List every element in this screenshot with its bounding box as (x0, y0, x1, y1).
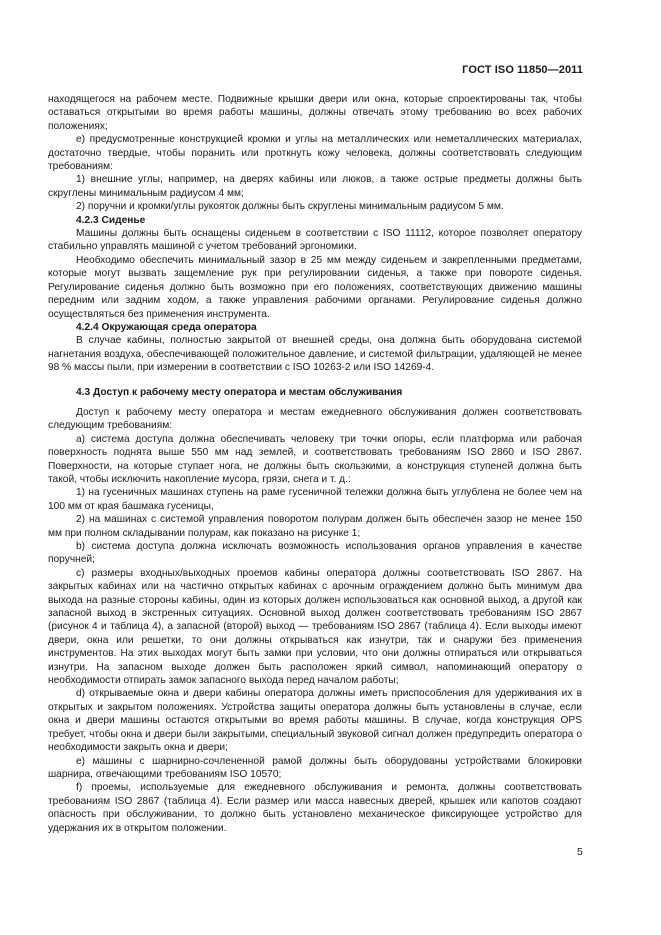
document-header: ГОСТ ISO 11850—2011 (462, 64, 583, 76)
section-heading: 4.2.3 Сиденье (76, 214, 146, 226)
paragraph: е) предусмотренные конструкцией кромки и углы на металлических или неметаллических материалах, достаточно твердые, чтобы поранить или проткнуть кожу человека, должны соответствовать следующим требованиям: (48, 134, 582, 173)
paragraph: 1) на гусеничных машинах ступень на раме гусеничной тележки должна быть углублена не более чем на 100 мм от края башмака гусеницы, (48, 487, 582, 512)
paragraph: 2) на машинах с системой управления поворотом полурам должен быть обеспечен зазор не менее 150 мм при полном складывании полурам, как показано на рисунке 1; (48, 514, 582, 539)
paragraph: В случае кабины, полностью закрытой от внешней среды, она должна быть оборудована системой нагнетания воздуха, обеспечивающей положительное давление, и системой фильтрации, удаляющей не менее 98 % массы пыли, при измерении в соответствии с ISO 10263-2 или ISO 14269-4. (48, 335, 582, 374)
paragraph: b) система доступа должна исключать возможность использования органов управления в качестве поручней; (48, 541, 582, 566)
section-heading: 4.2.4 Окружающая среда оператора (76, 321, 257, 333)
paragraph: 2) поручни и кромки/углы рукояток должны быть скруглены минимальным радиусом 5 мм. (76, 201, 504, 213)
paragraph: Доступ к рабочему месту оператора и местам ежедневного обслуживания должен соответствовать следующим требованиям: (48, 406, 582, 432)
paragraph: е) машины с шарнирно-сочлененной рамой должны быть оборудованы устройствами блокировки шарнира, отвечающими требованиям ISO 10570; (48, 755, 582, 780)
paragraph: d) открываемые окна и двери кабины оператора должны иметь приспособления для удерживания их в открытых и закрытом положениях. Устройства защиты оператора должны быть установлены в случае, если окна и двери машины остаются открытыми во время работы машины. В случае, когда конструкция OPS требует, чтобы окна и двери были закрытыми, специальный звуковой сигнал должен предупредить оператора о необходимости закрыть окна и двери; (48, 688, 582, 754)
paragraph: находящегося на рабочем месте. Подвижные крышки двери или окна, которые спроектированы так, чтобы оставаться открытыми во время работы машины, должны отвечать этому требованию во всех рабочих положениях; (48, 94, 582, 132)
page-number: 5 (577, 846, 583, 858)
paragraph: f) проемы, используемые для ежедневного обслуживания и ремонта, должны соответствовать требованиям ISO 2867 (таблица 4). Если размер или масса навесных дверей, крышек или капотов создают опасность при обслуживании, то должно быть установлено механическое фиксирующее устройство для удержания их в открытом положении. (48, 782, 582, 834)
paragraph: c) размеры входных/выходных проемов кабины оператора должны соответствовать ISO 2867. На закрытых кабинах или на частично открытых кабинах с арочным ограждением должно быть минимум два выхода на разные стороны кабины, один из которых должен использоваться как основной выход, а другой как запасной выход в экстренных ситуациях. Основной выход должен соответствовать требованиям ISO 2867 (рисунок 4 и таблица 4), а запасной (второй) выход — требованиям ISO 2867 (таблица 4). Если выходы имеют двери, окна или решетки, то они должны открываться как изнутри, так и снаружи без применения инструментов. На этих выходах могут быть замки при условии, что они должны отпираться или открываться изнутри. На запасном выходе должен быть расположен яркий символ, напоминающий оператору о необходимости отпирать замок запасного выхода перед началом работы; (48, 567, 582, 687)
section-heading: 4.3 Доступ к рабочему месту оператора и местам обслуживания (76, 386, 403, 398)
paragraph: Машины должны быть оснащены сиденьем в соответствии с ISO 11112, которое позволяет оператору стабильно управлять машиной с учетом требований эргономики. (48, 228, 582, 253)
paragraph: 1) внешние углы, например, на дверях кабины или люков, а также острые предметы должны быть скруглены минимальным радиусом 4 мм; (48, 174, 582, 199)
paragraph: Необходимо обеспечить минимальный зазор в 25 мм между сиденьем и закрепленными предметами, которые могут вызвать защемление рук при регулировании сиденья, а также при повороте сиденья. Регулирование сиденья должно быть возможно при его положениях, соответствующих движению машины передним или задним ходом, а также управления рабочими органами. Регулирование сиденья должно осуществляться без применения инструмента. (48, 254, 582, 320)
document-body (48, 93, 582, 835)
paragraph: а) система доступа должна обеспечивать человеку три точки опоры, если платформа или рабочая поверхность поднята выше 550 мм над землей, и соответствовать требованиям ISO 2860 и ISO 2867. Поверхности, на которые ступает нога, не должны быть скользкими, а конструкция ступеней должна быть такой, чтобы исключить накопление мусора, грязи, снега и т. д.: (48, 433, 582, 485)
